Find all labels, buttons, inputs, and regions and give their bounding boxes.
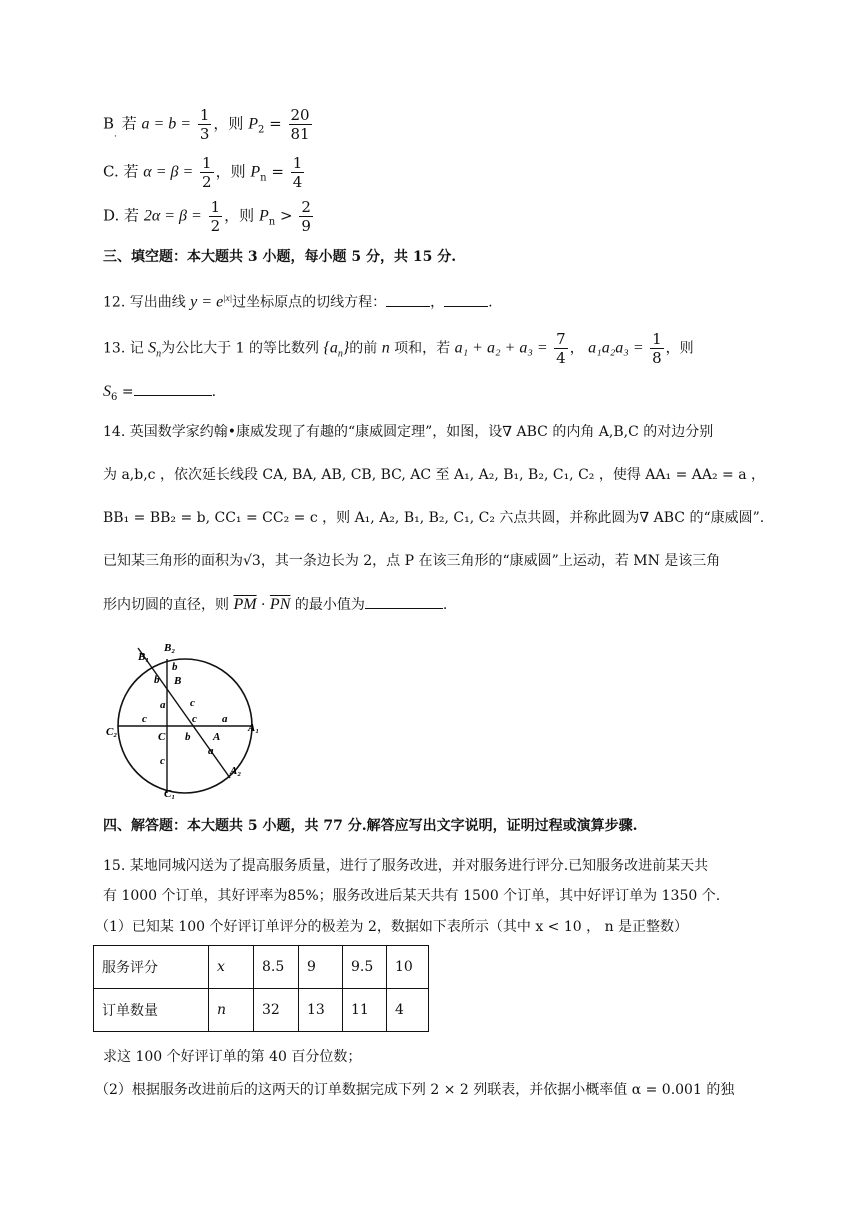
table-cell: 10 bbox=[387, 946, 429, 989]
label-a: a bbox=[208, 745, 214, 757]
label-b: b bbox=[154, 674, 160, 686]
label-B: B bbox=[174, 675, 182, 687]
label-C2: C₂ bbox=[106, 726, 118, 738]
question-15-line-4: 求这 100 个好评订单的第 40 百分位数； bbox=[103, 1049, 362, 1065]
table-cell: 服务评分 bbox=[94, 946, 209, 989]
label-A1: A₁ bbox=[248, 722, 260, 734]
vector-pn: $\overline{PN}$ bbox=[269, 596, 291, 613]
table-cell: x bbox=[209, 946, 254, 989]
section-4-heading: 四、解答题：本大题共 5 小题，共 77 分.解答应写出文字说明，证明过程或演算步骤. bbox=[103, 818, 638, 834]
label-c: c bbox=[160, 755, 165, 767]
option-d: D. 若 2α = β = $\frac{1}{2}$ ，则 $P_n$ > $\frac{2}{9}$ bbox=[103, 198, 311, 235]
table-cell: 11 bbox=[343, 989, 387, 1032]
table-cell: 13 bbox=[299, 989, 343, 1032]
label-B2: B₂ bbox=[164, 642, 176, 654]
fraction: $\frac{2}{9}$ bbox=[301, 198, 311, 235]
fraction: $\frac{1}{4}$ bbox=[292, 154, 303, 191]
question-15-line-3: （1）已知某 100 个好评订单评分的极差为 2，数据如下表所示（其中 x < 10 ， n 是正整数） bbox=[95, 919, 689, 935]
label-a: a bbox=[222, 713, 228, 725]
table-cell: 8.5 bbox=[254, 946, 299, 989]
label-b: b bbox=[185, 731, 191, 743]
table-cell: n bbox=[209, 989, 254, 1032]
table-row bbox=[94, 946, 429, 989]
question-14-line-5: 形内切圆的直径，则 $\overline{PM} \cdot \overline{PN}$ 的最小值为 . bbox=[103, 596, 448, 613]
score-table bbox=[93, 945, 429, 1032]
table-cell: 32 bbox=[254, 989, 299, 1032]
answer-blank bbox=[444, 292, 488, 307]
label-B1: B₁ bbox=[138, 651, 150, 663]
label-c: c bbox=[142, 713, 147, 725]
fraction: $\frac{7}{4}$ bbox=[556, 330, 566, 367]
table-row bbox=[94, 989, 429, 1032]
table-cell: 4 bbox=[387, 989, 429, 1032]
fraction: $\frac{20}{81}$ bbox=[290, 106, 310, 143]
answer-blank bbox=[134, 381, 212, 396]
question-14-line-1: 14. 英国数学家约翰•康威发现了有趣的“康威圆定理”，如图，设∇ ABC 的内角 A,B,C 的对边分别 bbox=[103, 424, 714, 440]
question-13-answer: $S_6$ = . bbox=[103, 383, 217, 403]
conway-circle-figure bbox=[100, 638, 270, 800]
vector-pm: $\overline{PM}$ bbox=[233, 596, 257, 613]
label-b: b bbox=[172, 661, 178, 673]
question-14-line-4: 已知某三角形的面积为√3，其一条边长为 2，点 P 在该三角形的“康威圆”上运动，若 MN 是该三角 bbox=[103, 553, 721, 569]
fraction: $\frac{1}{2}$ bbox=[202, 154, 212, 191]
table-cell: 9 bbox=[299, 946, 343, 989]
option-c: C. 若 α = β = $\frac{1}{2}$ ，则 $P_n$ = $\frac{1}{4}$ bbox=[103, 154, 303, 191]
question-12: 12. 写出曲线 $y = e^{|x|}$过坐标原点的切线方程： ， . bbox=[103, 293, 493, 311]
question-15-line-1: 15. 某地同城闪送为了提高服务质量，进行了服务改进，并对服务进行评分.已知服务改进前某天共 bbox=[103, 858, 709, 874]
label-c: c bbox=[190, 697, 195, 709]
fraction: $\frac{1}{3}$ bbox=[199, 106, 210, 143]
fraction: $\frac{1}{8}$ bbox=[652, 330, 662, 367]
label-a: a bbox=[160, 699, 166, 711]
question-15-line-5: （2）根据服务改进前后的这两天的订单数据完成下列 2 × 2 列联表，并依据小概率值 α = 0.001 的独 bbox=[95, 1082, 735, 1098]
table-cell: 订单数量 bbox=[94, 989, 209, 1032]
question-13: 13. 记 $S_n$为公比大于 1 的等比数列 $\{a_n\}$的前 n 项和，若 a₁ + a₂ + a₃ = $\frac{7}{4}$ ， a₁a₂a₃ = $\frac{1}{8}$ ，则 bbox=[103, 330, 694, 367]
option-b: $B_.$ 若 a = b = $\frac{1}{3}$ ，则 $P_2$ = $\frac{20}{81}$ bbox=[103, 106, 310, 143]
answer-blank bbox=[386, 292, 430, 307]
question-15-line-2: 有 1000 个订单，其好评率为85%；服务改进后某天共有 1500 个订单，其中好评订单为 1350 个. bbox=[103, 888, 721, 904]
label-C: C bbox=[158, 731, 166, 743]
label-A2: A₂ bbox=[230, 765, 242, 777]
section-3-heading: 三、填空题：本大题共 3 小题，每小题 5 分，共 15 分. bbox=[103, 249, 457, 265]
table-cell: 9.5 bbox=[343, 946, 387, 989]
question-14-line-3: BB₁ = BB₂ = b, CC₁ = CC₂ = c ，则 A₁, A₂, B₁, B₂, C₁, C₂ 六点共圆，并称此圆为∇ ABC 的“康威圆”. bbox=[103, 510, 765, 526]
answer-blank bbox=[365, 594, 443, 609]
label-C1: C₁ bbox=[164, 788, 176, 800]
fraction: $\frac{1}{2}$ bbox=[210, 198, 221, 235]
label-c: c bbox=[192, 713, 197, 725]
label-A: A bbox=[213, 731, 221, 743]
question-14-line-2: 为 a,b,c ，依次延长线段 CA, BA, AB, CB, BC, AC 至 A₁, A₂, B₁, B₂, C₁, C₂ ，使得 AA₁ = AA₂ = a ， bbox=[103, 467, 766, 483]
